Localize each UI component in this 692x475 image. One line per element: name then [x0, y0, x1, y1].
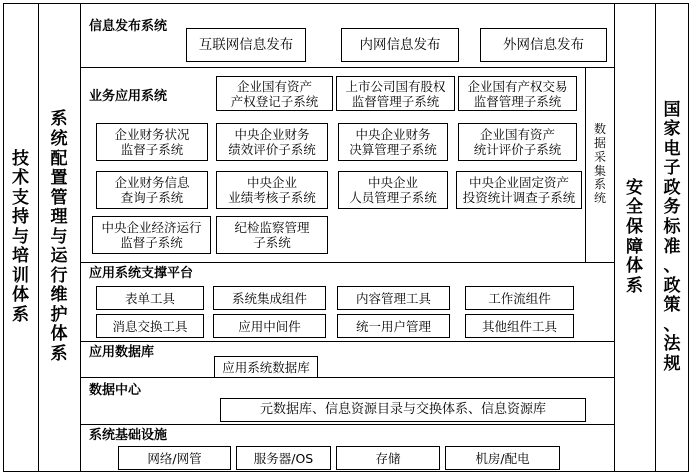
vertical-glyph: 体 — [12, 285, 29, 306]
app-middleware-box: 应用中间件 — [213, 314, 326, 338]
vertical-glyph: 术 — [12, 168, 29, 189]
vertical-glyph: 务 — [663, 197, 681, 218]
vertical-glyph: 运 — [50, 246, 68, 267]
subsystem-box: 中央企业固定资产 投资统计调查子系统 — [456, 171, 582, 209]
form-tool-box: 表单工具 — [96, 286, 204, 310]
vertical-glyph: 据 — [593, 135, 606, 150]
vertical-glyph: 安 — [626, 177, 643, 198]
vertical-glyph: 子 — [663, 158, 681, 179]
data-center-title: 数据中心 — [89, 383, 142, 398]
vertical-glyph: 培 — [12, 246, 29, 267]
subsystem-box: 中央企业财务 绩效评价子系统 — [216, 123, 328, 161]
standards-column — [655, 3, 689, 472]
support-platform-title: 应用系统支撑平台 — [89, 266, 194, 281]
vertical-glyph: 护 — [50, 304, 68, 325]
vertical-glyph: 管 — [50, 187, 68, 208]
vertical-glyph: 支 — [12, 187, 29, 208]
vertical-glyph: 规 — [663, 353, 681, 374]
subsystem-box: 企业国有资产 产权登记子系统 — [216, 76, 333, 111]
vertical-glyph: 系 — [12, 304, 29, 325]
vertical-glyph: 电 — [663, 138, 681, 159]
data-collection-system — [586, 67, 614, 262]
other-tools-box: 其他组件工具 — [465, 314, 574, 338]
internet-publish-box: 互联网信息发布 — [186, 28, 306, 62]
content-management-box: 内容管理工具 — [337, 286, 450, 310]
vertical-glyph: 统 — [50, 128, 68, 149]
vertical-glyph: 技 — [12, 148, 29, 169]
vertical-glyph: 理 — [50, 207, 68, 228]
vertical-glyph: 系 — [50, 344, 68, 364]
subsystem-box: 企业财务信息 查询子系统 — [96, 171, 208, 209]
vertical-glyph: 法 — [663, 334, 681, 355]
vertical-glyph: 与 — [50, 226, 68, 247]
vertical-glyph: 、 — [663, 314, 681, 335]
vertical-glyph: 数 — [593, 122, 606, 137]
vertical-glyph: 策 — [663, 295, 681, 316]
network-box: 网络/网管 — [118, 446, 231, 470]
vertical-glyph: 国 — [663, 99, 681, 120]
vertical-glyph: 行 — [50, 265, 68, 286]
vertical-glyph: 家 — [663, 119, 681, 140]
vertical-glyph: 配 — [50, 148, 68, 169]
subsystem-box: 上市公司国有股权 监督管理子系统 — [336, 76, 455, 111]
integration-component-box: 系统集成组件 — [213, 286, 326, 310]
app-database-box: 应用系统数据库 — [214, 356, 318, 378]
subsystem-box: 中央企业 人员管理子系统 — [338, 171, 448, 209]
extranet-publish-box: 外网信息发布 — [480, 28, 607, 62]
subsystem-box: 企业国有资产 统计评价子系统 — [458, 123, 577, 161]
unified-user-box: 统一用户管理 — [337, 314, 450, 338]
info-publish-title: 信息发布系统 — [89, 19, 168, 34]
vertical-glyph: 系 — [593, 177, 606, 192]
vertical-glyph: 政 — [663, 275, 681, 296]
vertical-glyph: 持 — [12, 207, 29, 228]
vertical-glyph: 置 — [50, 168, 68, 189]
sep-db-datacenter — [80, 377, 614, 378]
vertical-glyph: 准 — [663, 236, 681, 257]
message-exchange-box: 消息交换工具 — [96, 314, 204, 338]
ops-maintenance-column — [38, 3, 80, 472]
security-column — [614, 3, 655, 472]
app-database-title: 应用数据库 — [89, 345, 155, 360]
storage-box: 存储 — [336, 446, 440, 470]
workflow-component-box: 工作流组件 — [465, 286, 574, 310]
sep-info-business — [80, 67, 614, 68]
infrastructure-title: 系统基础设施 — [89, 428, 168, 443]
sep-support-db — [80, 341, 614, 342]
vertical-glyph: 标 — [663, 216, 681, 237]
subsystem-box: 中央企业经济运行 监督子系统 — [92, 216, 211, 254]
vertical-glyph: 系 — [626, 275, 643, 296]
vertical-glyph: 障 — [626, 236, 643, 257]
vertical-glyph: 保 — [626, 216, 643, 237]
divider-left-2 — [80, 3, 81, 472]
subsystem-box: 企业国有产权交易 监督管理子系统 — [458, 76, 577, 111]
vertical-glyph: 采 — [593, 149, 606, 164]
sep-datacenter-infra — [80, 424, 614, 425]
subsystem-box: 中央企业 业绩考核子系统 — [216, 171, 328, 209]
intranet-publish-box: 内网信息发布 — [341, 28, 459, 62]
subsystem-box: 中央企业财务 决算管理子系统 — [338, 123, 448, 161]
machine-room-box: 机房/配电 — [445, 446, 560, 470]
business-apps-title: 业务应用系统 — [89, 89, 168, 104]
vertical-glyph: 集 — [593, 163, 606, 178]
vertical-glyph: 统 — [593, 191, 606, 206]
vertical-glyph: 体 — [50, 324, 68, 345]
vertical-glyph: 政 — [663, 177, 681, 198]
vertical-glyph: 与 — [12, 226, 29, 247]
server-os-box: 服务器/OS — [236, 446, 331, 470]
sep-business-support — [80, 262, 614, 263]
subsystem-box: 纪检监察管理 子系统 — [216, 216, 328, 254]
vertical-glyph: 训 — [12, 265, 29, 286]
vertical-glyph: 全 — [626, 197, 643, 218]
vertical-glyph: 系 — [50, 109, 68, 130]
vertical-glyph: 维 — [50, 285, 68, 306]
vertical-glyph: 、 — [663, 256, 681, 277]
data-center-box: 元数据库、信息资源目录与交换体系、信息资源库 — [220, 398, 586, 422]
vertical-glyph: 体 — [626, 256, 643, 277]
tech-support-column — [3, 3, 38, 472]
subsystem-box: 企业财务状况 监督子系统 — [96, 123, 208, 161]
